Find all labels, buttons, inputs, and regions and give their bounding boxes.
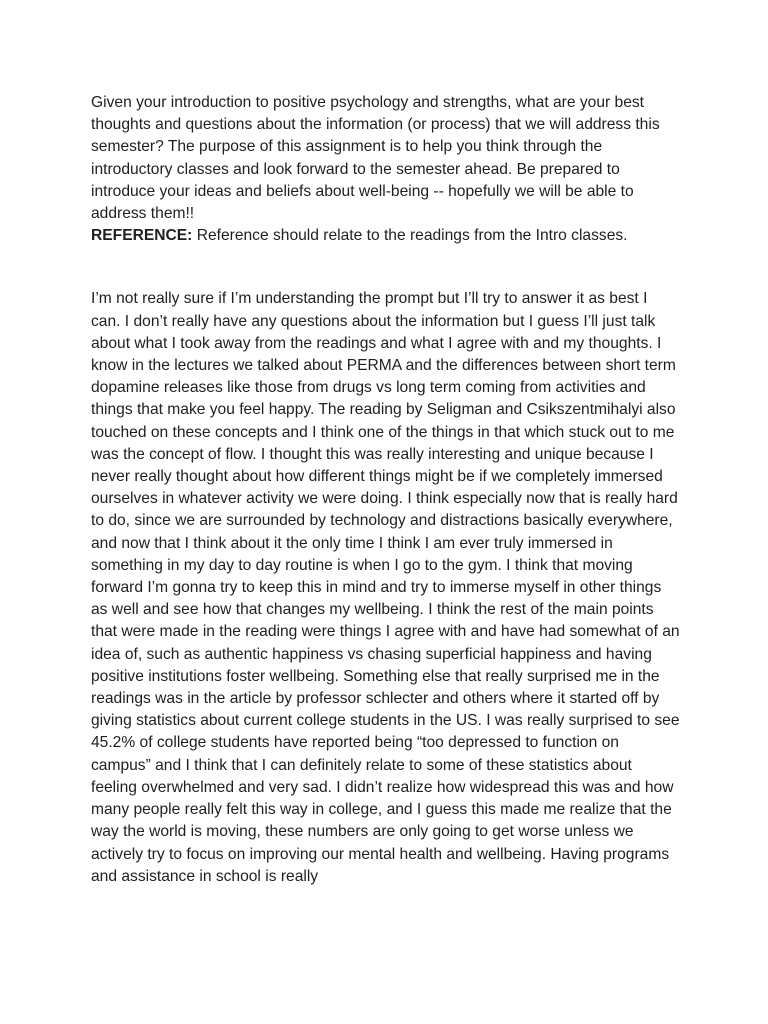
assignment-prompt: Given your introduction to positive psychology and strengths, what are your best thoughts and questions about the information (or process) that we will address this semester? The purpose of this assignment is to help you think through the introductory classes and look forward to the semester ahead. Be prepared to introduce your ideas and beliefs about well-being -- hopefully we will be able to address them!! (91, 94, 660, 223)
document-page (91, 92, 681, 888)
reference-note (91, 225, 681, 247)
reference-text: Reference should relate to the readings from the Intro classes. (192, 227, 628, 245)
student-response: I’m not really sure if I’m understanding the prompt but I’ll try to answer it as best I can. I don’t really have any questions about the information but I guess I’ll just talk about what I took away from the readings and what I agree with and my thoughts. I know in the lectures we talked about PERMA and the differences between short term dopamine releases like those from drugs vs long term coming from activities and things that make you feel happy. The reading by Seligman and Csikszentmihalyi also touched on these concepts and I think one of the things in that which stuck out to me was the concept of flow. I thought this was really interesting and unique because I never really thought about how different things might be if we completely immersed ourselves in whatever activity we were doing. I think especially now that is really hard to do, since we are surrounded by technology and distractions basically everywhere, and now that I think about it the only time I think I am ever truly immersed in something in my day to day routine is when I go to the gym. I think that moving forward I’m gonna try to keep this in mind and try to immerse myself in other things as well and see how that changes my wellbeing. I think the rest of the main points that were made in the reading were things I agree with and have had somewhat of an idea of, such as authentic happiness vs chasing superficial happiness and having positive institutions foster wellbeing. Something else that really surprised me in the readings was in the article by professor schlecter and others where it started off by giving statistics about current college students in the US. I was really surprised to see 45.2% of college students have reported being “too depressed to function on campus” and I think that I can definitely relate to some of these statistics about feeling overwhelmed and very sad. I didn’t realize how widespread this was and how many people really felt this way in college, and I guess this made me realize that the way the world is moving, these numbers are only going to get worse unless we actively try to focus on improving our mental health and wellbeing. Having programs and assistance in school is really (91, 290, 680, 885)
reference-label: REFERENCE: (91, 227, 193, 245)
